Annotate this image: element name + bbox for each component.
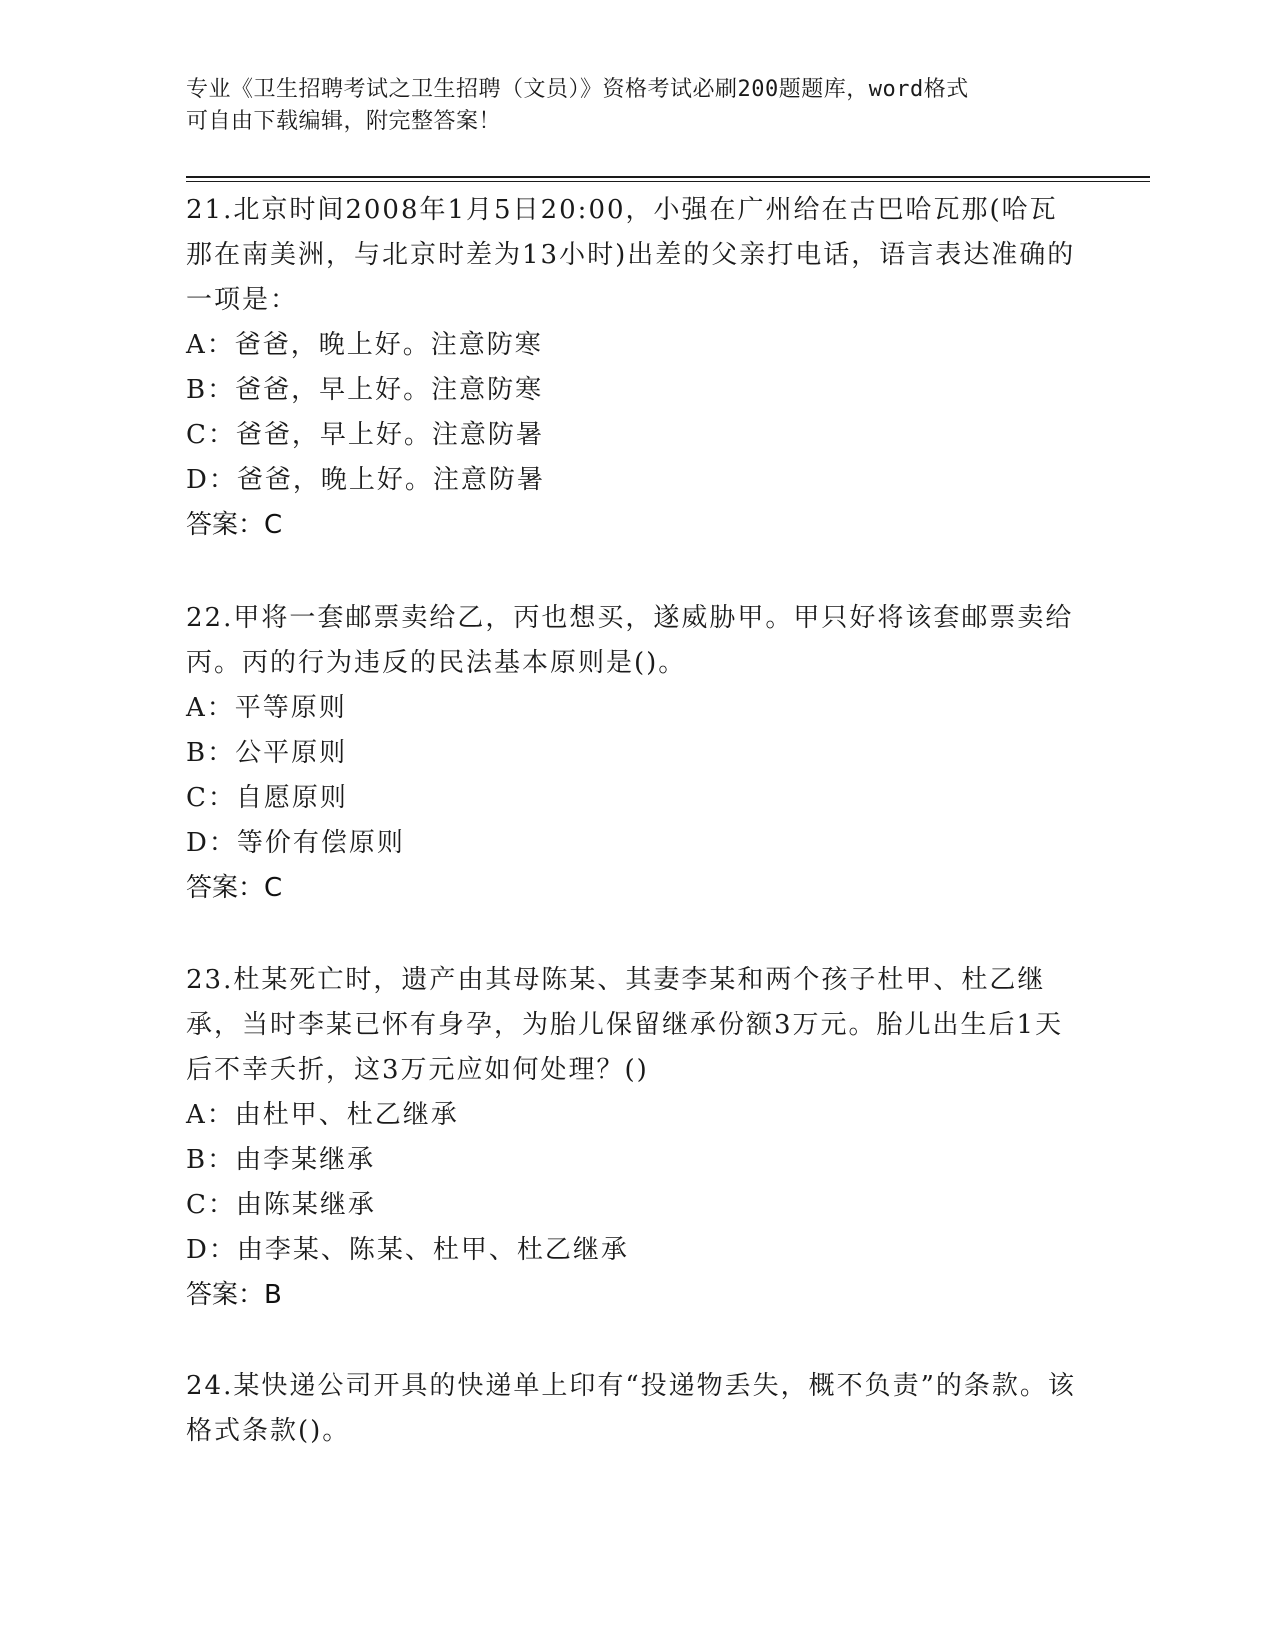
question-22 bbox=[186, 596, 1076, 911]
option-c: C：自愿原则 bbox=[186, 783, 348, 813]
header-divider-thick bbox=[186, 176, 1150, 178]
option-d: D：爸爸，晚上好。注意防暑 bbox=[186, 465, 545, 495]
option-d: D：由李某、陈某、杜甲、杜乙继承 bbox=[186, 1235, 629, 1265]
question-24 bbox=[186, 1364, 1076, 1454]
option-b: B：爸爸，早上好。注意防寒 bbox=[186, 375, 544, 405]
question-stem: 21.北京时间2008年1月5日20:00，小强在广州给在古巴哈瓦那(哈瓦那在南美洲，与北京时差为13小时)出差的父亲打电话，语言表达准确的一项是： bbox=[186, 195, 1076, 315]
option-c: C：爸爸，早上好。注意防暑 bbox=[186, 420, 544, 450]
header-line-2: 可自由下载编辑，附完整答案！ bbox=[186, 109, 502, 134]
question-stem: 24.某快递公司开具的快递单上印有“投递物丢失，概不负责”的条款。该格式条款()。 bbox=[186, 1371, 1076, 1446]
option-a: A：平等原则 bbox=[186, 693, 347, 723]
question-stem: 22.甲将一套邮票卖给乙，丙也想买，遂威胁甲。甲只好将该套邮票卖给丙。丙的行为违反的民法基本原则是()。 bbox=[186, 603, 1074, 678]
option-a: A：爸爸，晚上好。注意防寒 bbox=[186, 330, 543, 360]
answer: 答案：C bbox=[186, 510, 283, 540]
answer: 答案：C bbox=[186, 873, 283, 903]
document-header bbox=[186, 74, 1066, 138]
option-b: B：由李某继承 bbox=[186, 1145, 376, 1175]
option-c: C：由陈某继承 bbox=[186, 1190, 376, 1220]
answer: 答案：B bbox=[186, 1280, 282, 1310]
question-21 bbox=[186, 188, 1076, 548]
header-line-1: 专业《卫生招聘考试之卫生招聘（文员）》资格考试必刷200题题库，word格式 bbox=[186, 77, 969, 102]
header-divider-thin bbox=[186, 181, 1150, 182]
question-stem: 23.杜某死亡时，遗产由其母陈某、其妻李某和两个孩子杜甲、杜乙继承，当时李某已怀有身孕，为胎儿保留继承份额3万元。胎儿出生后1天后不幸夭折，这3万元应如何处理？() bbox=[186, 965, 1064, 1085]
option-d: D：等价有偿原则 bbox=[186, 828, 405, 858]
option-a: A：由杜甲、杜乙继承 bbox=[186, 1100, 459, 1130]
option-b: B：公平原则 bbox=[186, 738, 348, 768]
question-23 bbox=[186, 958, 1076, 1318]
